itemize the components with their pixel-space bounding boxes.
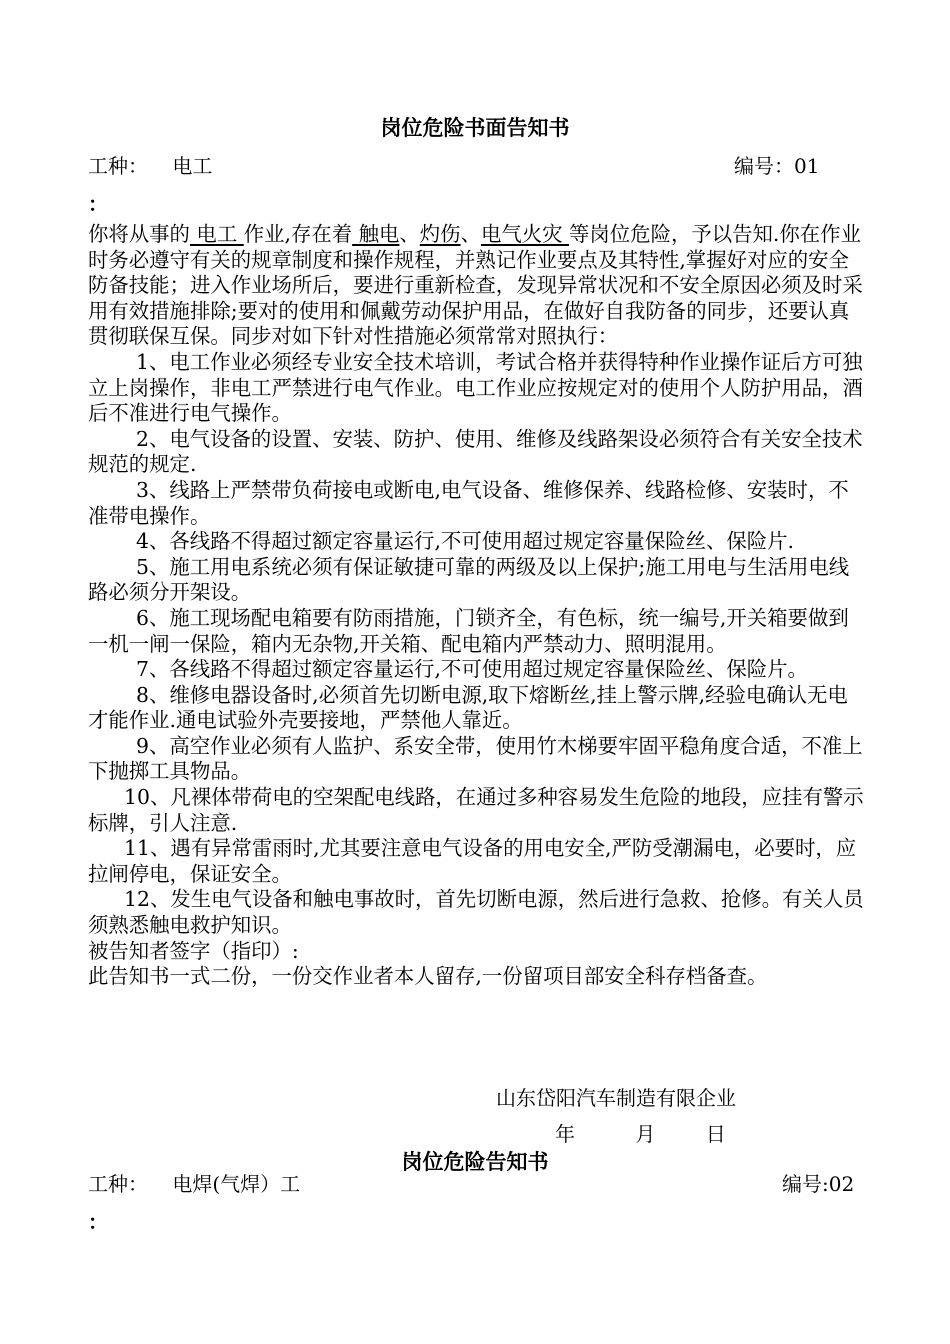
measure-item-12: 12、发生电气设备和触电事故时，首先切断电源，然后进行急救、抢修。有关人员须熟悉触电救护知识。 <box>88 887 864 938</box>
measure-item-10: 10、凡裸体带荷电的空架配电线路，在通过多种容易发生危险的地段，应挂有警示标牌，引人注意. <box>88 785 864 835</box>
hazard-electric-shock: 触电 <box>352 222 400 246</box>
company-name: 山东岱阳汽车制造有限企业 <box>496 1086 736 1110</box>
intro-text-b: 作业,存在着 <box>243 222 353 246</box>
measure-item-11: 11、遇有异常雷雨时,尤其要注意电气设备的用电安全,严防受潮漏电，必要时，应拉闸停电，保证安全。 <box>88 836 857 886</box>
measure-item-5: 5、施工用电系统必须有保证敏捷可靠的两级及以上保护;施工用电与生活用电线路必须分开架设。 <box>88 554 850 605</box>
doc1-job-value: 电工 <box>172 154 213 178</box>
intro-text-a: 你将从事的 <box>88 222 190 246</box>
intro-text-c: 等岗位危险，予以告知.你在作业时务必遵守有关的规章制度和操作规程，并熟记作业要点及其特性,掌握好对应的安全防备技能；进入作业场所后，要进行重新检查，发现异常状况和不安全原因必须及时采用有效措施排除;要对的使用和佩戴劳动保护用品，在做好自我防备的同步，还要认真贯彻联保互保。同步对如下针对性措施必须常常对照执行： <box>88 222 863 349</box>
hazard-burn: 灼伤 <box>419 222 461 246</box>
separator: 、 <box>460 222 481 246</box>
doc2-title: 岗位危险告知书 <box>401 1149 549 1174</box>
copies-note: 此告知书一式二份，一份交作业者本人留存,一份留项目部安全科存档备查。 <box>88 964 768 989</box>
date-day: 日 <box>705 1122 726 1146</box>
doc2-job-type <box>88 1168 300 1197</box>
measure-item-3: 3、线路上严禁带负荷接电或断电,电气设备、维修保养、线路检修、安装时，不准带电操作。 <box>88 477 849 528</box>
measure-item-6: 6、施工现场配电箱要有防雨措施，门锁齐全，有色标，统一编号,开关箱要做到一机一闸一保险，箱内无杂物,开关箱、配电箱内严禁动力、照明混用。 <box>88 605 849 656</box>
doc2-job-value: 电焊(气焊）工 <box>172 1172 301 1196</box>
date-year: 年 <box>555 1122 575 1146</box>
date-line <box>555 1118 726 1147</box>
doc2-job-label: 工种： <box>88 1172 148 1196</box>
measure-item-2: 2、电气设备的设置、安装、防护、使用、维修及线路架设必须符合有关安全技术规范的规定. <box>88 426 863 477</box>
intro-job-underlined: 电工 <box>189 222 244 246</box>
signature-line: 被告知者签字（指印）: <box>88 938 299 963</box>
doc1-job-type <box>88 150 212 179</box>
separator: 、 <box>399 222 420 246</box>
doc1-title: 岗位危险书面告知书 <box>380 115 570 140</box>
doc1-colon: ： <box>88 192 108 216</box>
doc1-body <box>88 222 868 990</box>
date-month: 月 <box>635 1122 656 1146</box>
doc1-intro <box>88 222 868 350</box>
doc2-number: 编号:02 <box>782 1172 855 1196</box>
doc1-job-label: 工种： <box>88 154 148 178</box>
measure-item-4: 4、各线路不得超过额定容量运行,不可使用超过规定容量保险丝、保险片. <box>136 529 795 554</box>
measure-item-7: 7、各线路不得超过额定容量运行,不可使用超过规定容量保险丝、保险片。 <box>136 657 808 682</box>
hazard-electrical-fire: 电气火灾 <box>480 222 570 246</box>
measure-item-1: 1、电工作业必须经专业安全技术培训，考试合格并获得特种作业操作证后方可独立上岗操作，非电工严禁进行电气作业。电工作业应按规定对的使用个人防护用品，酒后不准进行电气操作。 <box>88 349 863 426</box>
measure-item-8: 8、维修电器设备时,必须首先切断电源,取下熔断丝,挂上警示牌,经验电确认无电才能作业.通电试验外壳要接地，严禁他人靠近。 <box>88 682 848 733</box>
doc1-number: 编号：01 <box>734 154 820 178</box>
measure-item-9: 9、高空作业必须有人监护、系安全带，使用竹木梯要牢固平稳角度合适，不准上下抛掷工具物品。 <box>88 733 863 784</box>
doc2-colon: ： <box>88 1210 108 1234</box>
